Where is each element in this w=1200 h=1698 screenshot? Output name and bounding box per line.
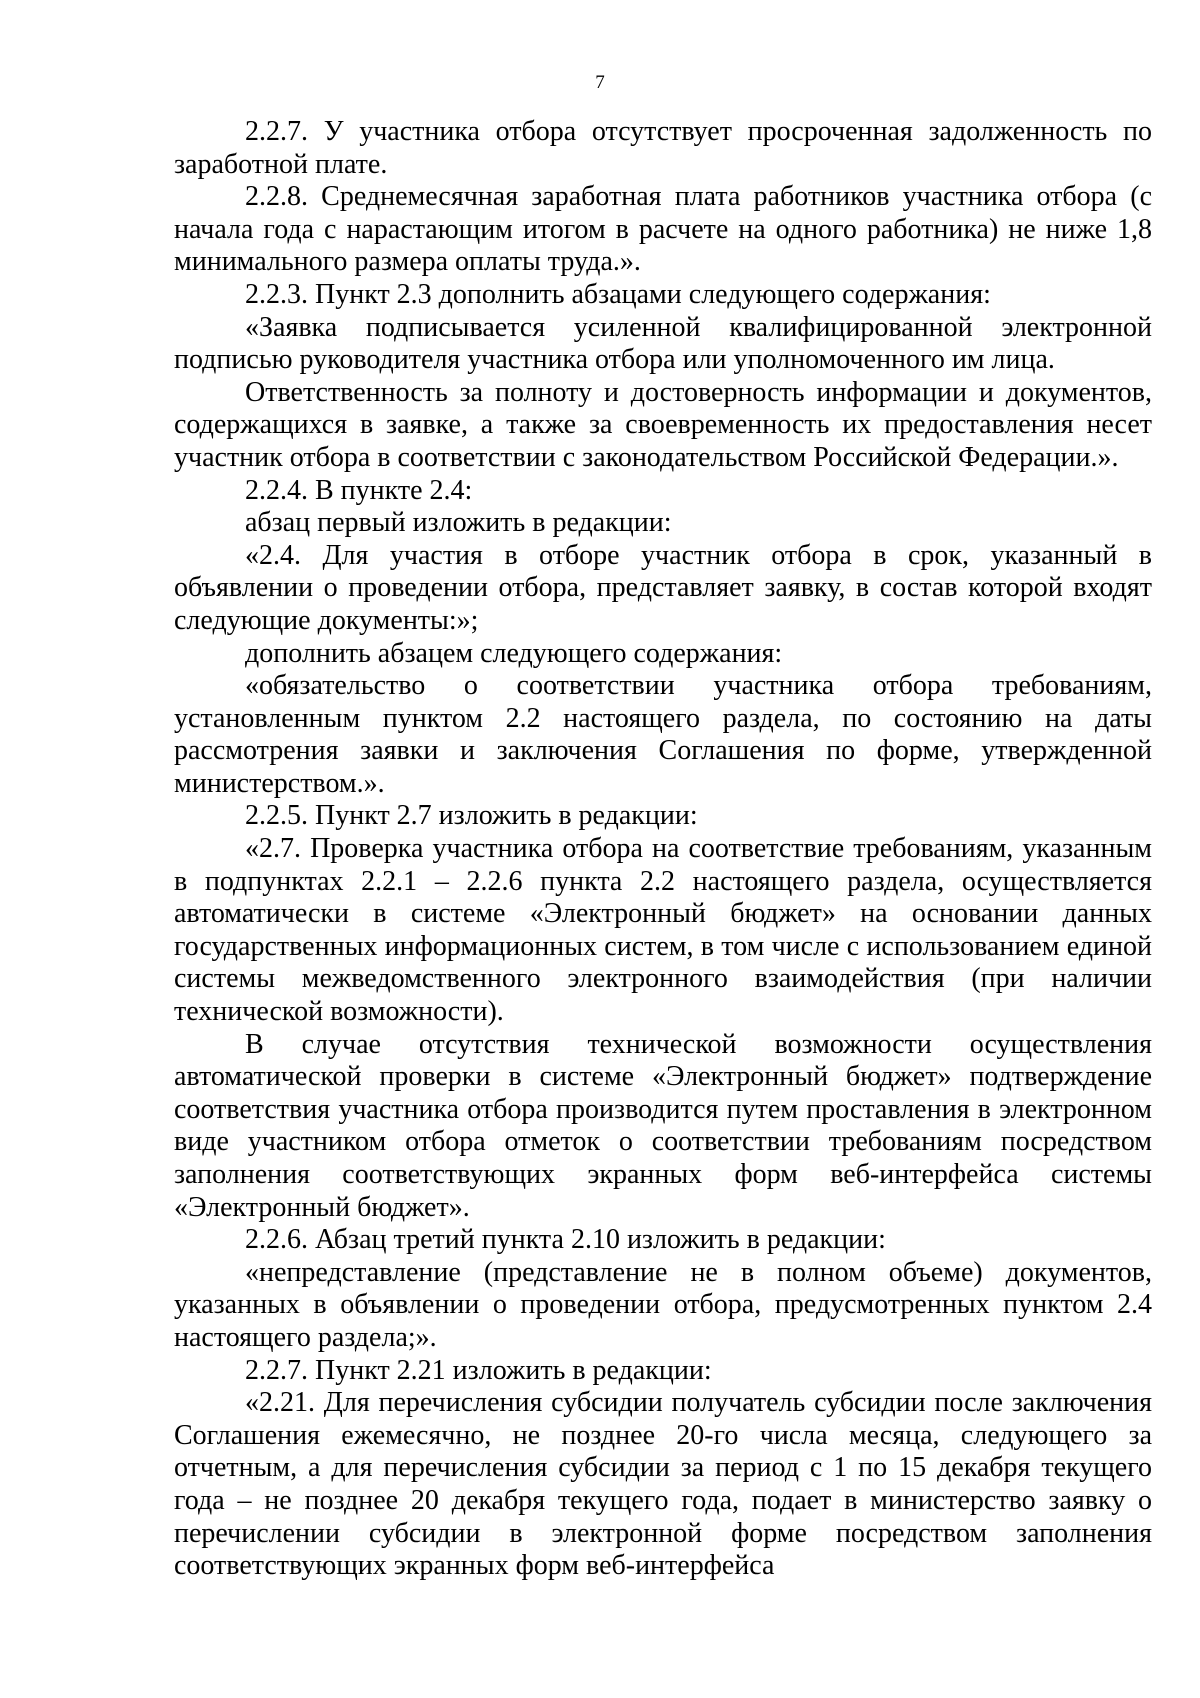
- paragraph: Ответственность за полноту и достоверность информации и документов, содержащихся в заявке, а также за своевременность их предоставления несет участник отбора в соответствии с законодательством Российской Федерации.».: [174, 376, 1152, 473]
- paragraph: 2.2.5. Пункт 2.7 изложить в редакции:: [245, 800, 698, 832]
- paragraph: 2.2.6. Абзац третий пункта 2.10 изложить в редакции:: [245, 1224, 886, 1256]
- paragraph: 2.2.3. Пункт 2.3 дополнить абзацами следующего содержания:: [245, 278, 991, 310]
- document-body: [174, 116, 1152, 1583]
- paragraph: 2.2.8. Среднемесячная заработная плата работников участника отбора (с начала года с нарастающим итогом в расчете на одного работника) не ниже 1,8 минимального размера оплаты труда.».: [174, 181, 1152, 278]
- paragraph: «обязательство о соответствии участника отбора требованиям, установленным пунктом 2.2 настоящего раздела, по состоянию на даты рассмотрения заявки и заключения Соглашения по форме, утвержденной министерством.».: [174, 670, 1152, 799]
- paragraph: «2.21. Для перечисления субсидии получатель субсидии после заключения Соглашения ежемесячно, не позднее 20-го числа месяца, следующего за отчетным, а для перечисления субсидии за период с 1 по 15 декабря текущего года – не позднее 20 декабря текущего года, подает в министерство заявку о перечислении субсидии в электронной форме посредством заполнения соответствующих экранных форм веб-интерфейса: [174, 1387, 1152, 1582]
- paragraph: В случае отсутствия технической возможности осуществления автоматической проверки в системе «Электронный бюджет» подтверждение соответствия участника отбора производится путем проставления в электронном виде участником отбора отметок о соответствии требованиям посредством заполнения соответствующих экранных форм веб-интерфейса системы «Электронный бюджет».: [174, 1028, 1152, 1223]
- paragraph: 2.2.7. У участника отбора отсутствует просроченная задолженность по заработной плате.: [174, 116, 1152, 180]
- paragraph: 2.2.4. В пункте 2.4:: [245, 474, 473, 506]
- paragraph: «Заявка подписывается усиленной квалифицированной электронной подписью руководителя участника отбора или уполномоченного им лица.: [174, 311, 1152, 376]
- paragraph: дополнить абзацем следующего содержания:: [245, 637, 783, 669]
- paragraph: «2.4. Для участия в отборе участник отбора в срок, указанный в объявлении о проведении отбора, представляет заявку, в состав которой входят следующие документы:»;: [174, 539, 1152, 636]
- paragraph: абзац первый изложить в редакции:: [245, 507, 672, 539]
- paragraph: «2.7. Проверка участника отбора на соответствие требованиям, указанным в подпунктах 2.2.1 – 2.2.6 пункта 2.2 настоящего раздела, осуществляется автоматически в системе «Электронный бюджет» на основании данных государственных информационных систем, в том числе с использованием единой системы межведомственного электронного взаимодействия (при наличии технической возможности).: [174, 833, 1152, 1028]
- paragraph: «непредставление (представление не в полном объеме) документов, указанных в объявлении о проведении отбора, предусмотренных пунктом 2.4 настоящего раздела;».: [174, 1256, 1152, 1353]
- paragraph: 2.2.7. Пункт 2.21 изложить в редакции:: [245, 1354, 712, 1386]
- page-number: 7: [595, 72, 605, 93]
